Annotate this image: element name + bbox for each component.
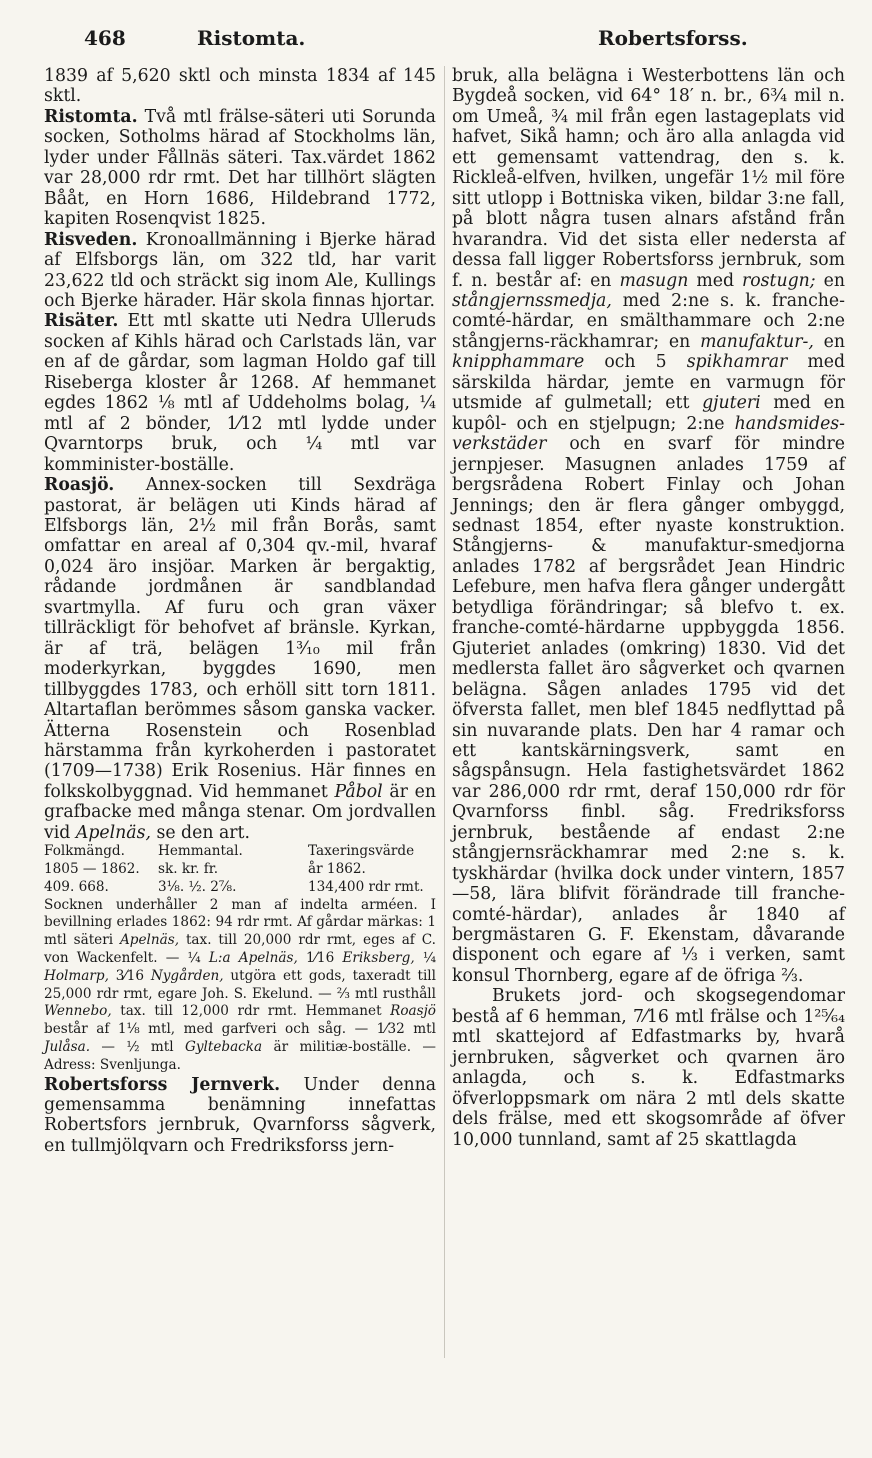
facility-term: manufaktur-, xyxy=(700,331,814,352)
running-header xyxy=(0,26,872,56)
left-running-title: Ristomta. xyxy=(197,26,306,50)
entry-text: se den art. xyxy=(150,822,250,843)
entry-roasjo xyxy=(44,475,436,843)
table-cell: 409. 668. xyxy=(44,878,109,895)
entry-estates-paragraph: Brukets jord- och skogsegendomar bestå af 6 hemman, 7⁄16 mtl frälse och 1²⁵⁄₆₄ mtl skattejord af Edfastmarks by, hvarå jernbruken, sågverket och qvarnen äro anlagda, och s. k. Edfastmarks öfverloppsmark om nära 2 mtl dels skatte dels frälse, med ett skogsområde af öfver 10,000 tunnland, samt af 25 skattlagda xyxy=(452,986,845,1150)
table-cell: 3⅛. ½. 2⅞. xyxy=(158,878,237,895)
place-name: Nygården, xyxy=(150,967,224,984)
entry-text: är en grafbacke med många stenar. Om jordvallen vid xyxy=(44,781,436,843)
facility-term: masugn xyxy=(619,270,689,291)
facility-term: rostugn; xyxy=(742,270,816,291)
entry-robertsforss-continued xyxy=(452,66,845,986)
place-name: Julåsa. xyxy=(44,1038,91,1055)
facility-term: handsmides-verkstäder xyxy=(452,413,845,455)
entry-text: med xyxy=(688,270,742,291)
entry-robertsforss xyxy=(44,1075,436,1157)
facility-term: spikhamrar xyxy=(686,352,788,373)
note-text: är militiæ-boställe. — Adress: Svenljunga. xyxy=(44,1038,436,1073)
entry-text: och 5 xyxy=(584,352,687,373)
statistics-block xyxy=(44,843,436,1074)
place-name: Apelnäs, xyxy=(75,822,151,843)
column-divider xyxy=(444,66,445,1358)
note-text: 3⁄16 xyxy=(108,967,151,984)
statistics-table xyxy=(44,843,436,896)
place-name: Påbol xyxy=(334,781,383,802)
entry-text: med 2:ne s. k. franche-comté-härdar, en smälthammare och 2:ne stångjerns-räckhamrar; en xyxy=(452,290,845,352)
note-text: tax. till 12,000 rdr rmt. Hemmanet xyxy=(111,1003,391,1020)
facility-term: stångjernssmedja, xyxy=(452,290,612,311)
place-name: Apelnäs, xyxy=(119,932,180,949)
entry-text: med särskilda härdar, jemte en varmugn för utsmide af gulmetall; ett xyxy=(452,352,846,414)
note-text: — ½ mtl xyxy=(90,1038,185,1055)
place-name: Roasjö xyxy=(390,1003,436,1020)
table-header-hemmantal: Hemmantal. xyxy=(158,843,243,860)
statistics-notes xyxy=(44,897,436,1075)
note-text: tax. till 20,000 rdr rmt, eges af C. von Wackenfelt. — ¼ xyxy=(44,932,436,966)
facility-term: gjuteri xyxy=(702,393,761,414)
table-cell: sk. kr. fr. xyxy=(158,861,219,878)
note-text: Socknen underhåller 2 man af indelta arméen. I bevillning erlades 1862: 94 rdr rmt. Af gårdar märkas: 1 mtl säteri xyxy=(44,896,436,949)
note-text: utgöra ett gods, taxeradt till 25,000 rdr rmt, egare Joh. S. Ekelund. — ⅔ mtl rusthåll xyxy=(44,967,437,1002)
place-name: Wennebo, xyxy=(44,1003,112,1020)
entry-headword: Risäter. xyxy=(44,311,119,332)
right-running-title: Robertsforss. xyxy=(598,26,748,50)
left-column xyxy=(44,66,436,1156)
entry-text: Kronoallmänning i Bjerke härad af Elfsborgs län, om 322 tld, har varit 23,622 tld och sträckt sig inom Ale, Kullings och Bjerke härader. Här skola finnas hjortar. xyxy=(44,229,436,311)
place-name: Gyltebacka xyxy=(184,1038,263,1055)
table-header-tax-value: Taxeringsvärde xyxy=(308,843,415,860)
table-cell: 1805 — 1862. xyxy=(44,861,140,878)
entry-text: med en kupôl- och en stjelpugn; 2:ne xyxy=(452,393,845,434)
entry-ristomta xyxy=(44,107,436,230)
entry-headword: Risveden. xyxy=(44,229,138,250)
entry-headword: Ristomta. xyxy=(44,106,138,127)
place-name: Holmarp, xyxy=(44,967,109,984)
place-name: Eriksberg, xyxy=(342,950,415,966)
entry-text: Annex-socken till Sexdräga pastorat, är belägen uti Kinds härad af Elfsborgs län, 2½ mil från Borås, samt omfattar en areal af 0,304 qv.-mil, hvaraf 0,024 äro insjöar. Marken är bergaktig, rådande jordmånen är sandblandad svartmylla. Af furu och gran växer tillräckligt för behofvet af bränsle. Kyrkan, är af trä, belägen 1³⁄₁₀ mil från moderkyrkan, byggdes 1690, men tillbyggdes 1783, och erhöll sitt torn 1811. Altartaflan berömmes såsom ganska vacker. Ätterna Rosenstein och Rosenblad härstamma från kyrkoherden i pastoratet (1709—1738) Erik Rosenius. Här finnes en folkskolbyggnad. Vid hemmanet xyxy=(44,475,437,802)
entry-continuation: 1839 af 5,620 sktl och minsta 1834 af 145 sktl. xyxy=(44,66,436,107)
entry-text: Ett mtl skatte uti Nedra Ulleruds socken af Kihls härad och Carlstads län, var en af de gårdar, som lagman Holdo gaf till Riseberga kloster år 1268. Af hemmanet egdes 1862 ⅛ mtl af Uddeholms bolag, ¼ mtl af 2 bönder, 1⁄12 mtl lydde under Qvarntorps bruk, och ¼ mtl var komminister-boställe. xyxy=(44,311,436,475)
note-text: består af 1⅛ mtl, med garfveri och såg. — 1⁄32 mtl xyxy=(44,1021,436,1038)
place-name: L:a Apelnäs, xyxy=(208,950,298,966)
table-header-population: Folkmängd. xyxy=(44,843,125,860)
entry-risater xyxy=(44,311,436,475)
table-cell: 134,400 rdr rmt. xyxy=(308,878,424,895)
note-text: ¼ xyxy=(414,950,437,966)
entry-text: och en svarf för mindre jernpjeser. Masugnen anlades 1759 af bergsrådena Robert Finlay och Johan Jennings; den är flera gånger ombyggd, sednast 1854, efter nyaste konstruktion. Stångjerns- & manufaktur-smedjorna anlades 1782 af bergsrådet Jean Hindric Lefebure, men hafva flera gånger undergått betydliga förändringar; så blefvo t. ex. franche-comté-härdarne uppbyggda 1856. Gjuteriet anlades (omkring) 1830. Vid det medlersta fallet äro sågverket och qvarnen belägna. Sågen anlades 1795 vid det öfversta fallet, men blef 1845 nedflyttad på sin nuvarande plats. Den har 4 ramar och ett kantskärningsverk, samt en sågspånsugn. Hela fastighetsvärdet 1862 var 286,000 rdr rmt, deraf 150,000 rdr för Qvarnforss finbl. såg. Fredriksforss jernbruk, bestående af endast 2:ne stångjernsräckhamrar med 2:ne s. k. tyskhärdar (hvilka dock under vintern, 1857—58, lära blifvit förändrade till franche-comté-härdar), anlades år 1840 af bergmästaren G. F. Ekenstam, dåvarande disponent och egare af ⅓ i verken, samt konsul Thornberg, egare af de öfriga ⅔. xyxy=(452,434,845,986)
entry-text: en xyxy=(813,331,845,352)
entry-text: en xyxy=(815,270,845,291)
entry-text: bruk, alla belägna i Westerbottens län och Bygdeå socken, vid 64° 18′ n. br., 6¾ mil n. om Umeå, ¾ mil från egen lastageplats vid hafvet, Sikå hamn; och äro alla anlagda vid ett gemensamt vattendrag, den s. k. Rickleå-elfven, hvilken, ungefär 1½ mil före sitt utlopp i Bottniska viken, bildar 3:ne fall, på blott några tusen alnars afstånd från hvarandra. Vid det sista eller nedersta af dessa fall ligger Robertsforss jernbruk, som f. n. består af: en xyxy=(452,66,845,291)
note-text: 1⁄16 xyxy=(297,950,343,966)
entry-text: Två mtl frälse-säteri uti Sorunda socken, Sotholms härad af Stockholms län, lyder under Fållnäs säteri. Tax.värdet 1862 var 28,000 rdr rmt. Det har tillhört slägten Bååt, en Horn 1686, Hildebrand 1772, kapiten Rosenqvist 1825. xyxy=(44,106,436,230)
entry-text: Under denna gemensamma benämning innefattas Robertsfors jernbruk, Qvarnforss sågverk, en tullmjölqvarn och Fredriksforss jern- xyxy=(44,1074,437,1156)
entry-headword: Robertsforss Jernverk. xyxy=(44,1074,281,1095)
table-cell: år 1862. xyxy=(308,861,366,878)
entry-headword: Roasjö. xyxy=(44,475,115,496)
right-column xyxy=(452,66,845,1150)
entry-risveden xyxy=(44,230,436,312)
page-number: 468 xyxy=(84,26,126,50)
facility-term: knipphammare xyxy=(452,352,585,373)
